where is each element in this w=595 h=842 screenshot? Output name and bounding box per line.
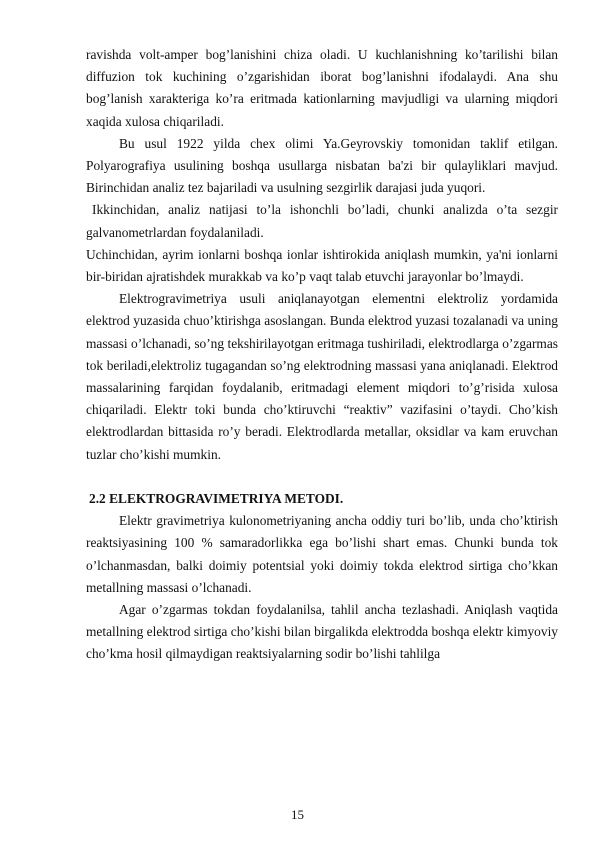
- paragraph-electrogravimetry-method: Elektrogravimetriya usuli aniqlanayotgan elementni elektroliz yordamida elektrod yuzasida chuo’ktirishga asoslangan. Bunda elektrod yuzasi tozalanadi va uning massasi o’lchanadi, so’ng tekshirilayotgan eritmaga tushiriladi, elektrodlarga o’zgarmas tok beriladi,elektroliz tugagandan so’ng elektrodning massasi yana aniqlanadi. Elektrod massalarining farqidan foydalanib, eritmadagi element miqdori to’g’risida xulosa chiqariladi. Elektr toki bunda cho’ktiruvchi “reaktiv” vazifasini o’taydi. Cho’kish elektrodlardan bittasida ro’y beradi. Elektrodlarda metallar, oksidlar va kam eruvchan tuzlar cho’kishi mumkin.: [86, 291, 558, 462]
- paragraph-third-advantage: Uchinchidan, ayrim ionlarni boshqa ionlar ishtirokida aniqlash mumkin, ya'ni ionlarni bir-biridan ajratishdek murakkab va ko’p vaqt talab etuvchi jarayonlar bo’lmaydi.: [86, 246, 558, 285]
- page-number: 15: [291, 807, 304, 822]
- blank-line: [86, 466, 558, 488]
- paragraph-second-advantage: Ikkinchidan, analiz natijasi to’la ishonchli bo’ladi, chunki analizda o’ta sezgir galvanometrlardan foydalaniladi.: [86, 202, 558, 240]
- paragraph-constant-current: Agar o’zgarmas tokdan foydalanilsa, tahlil ancha tezlashadi. Aniqlash vaqtida metallning elektrod sirtiga cho’kishi bilan birgalikda elektrodda boshqa elektr kimyoviy cho’kma hosil qilmaydigan reaktsiyalarning sodir bo’lishi tahlilga: [86, 602, 558, 662]
- section-heading: 2.2 ELEKTROGRAVIMETRIYA METODI.: [89, 491, 344, 507]
- paragraph-geyrovskiy: Bu usul 1922 yilda chex olimi Ya.Geyrovskiy tomonidan taklif etilgan. Polyarografiya usulining boshqa usullarga nisbatan ba'zi bir qulayliklari mavjud. Birinchidan analiz tez bajariladi va usulning sezgirlik darajasi juda yuqori.: [86, 135, 558, 196]
- paragraph-electr-gravimetry: Elektr gravimetriya kulonometriyaning ancha oddiy turi bo’lib, unda cho’ktirish reaktsiyasining 100 % samaradorlikka ega bo’lishi shart emas. Chunki bunda tok o’lchanmasdan, balki doimiy potentsial yoki doimiy tokda elektrod sirtiga cho’kkan metallning massasi o’lchanadi.: [86, 513, 558, 595]
- document-body: [86, 44, 558, 666]
- paragraph-continuation: ravishda volt-amper bog’lanishini chiza oladi. U kuchlanishning ko’tarilishi bilan diffuzion tok kuchining o’zgarishidan iborat bog’lanishni ifodalaydi. Ana shu bog’lanish xarakteriga ko’ra eritmada kationlarning mavjudligi va ularning miqdori xaqida xulosa chiqariladi.: [86, 47, 558, 129]
